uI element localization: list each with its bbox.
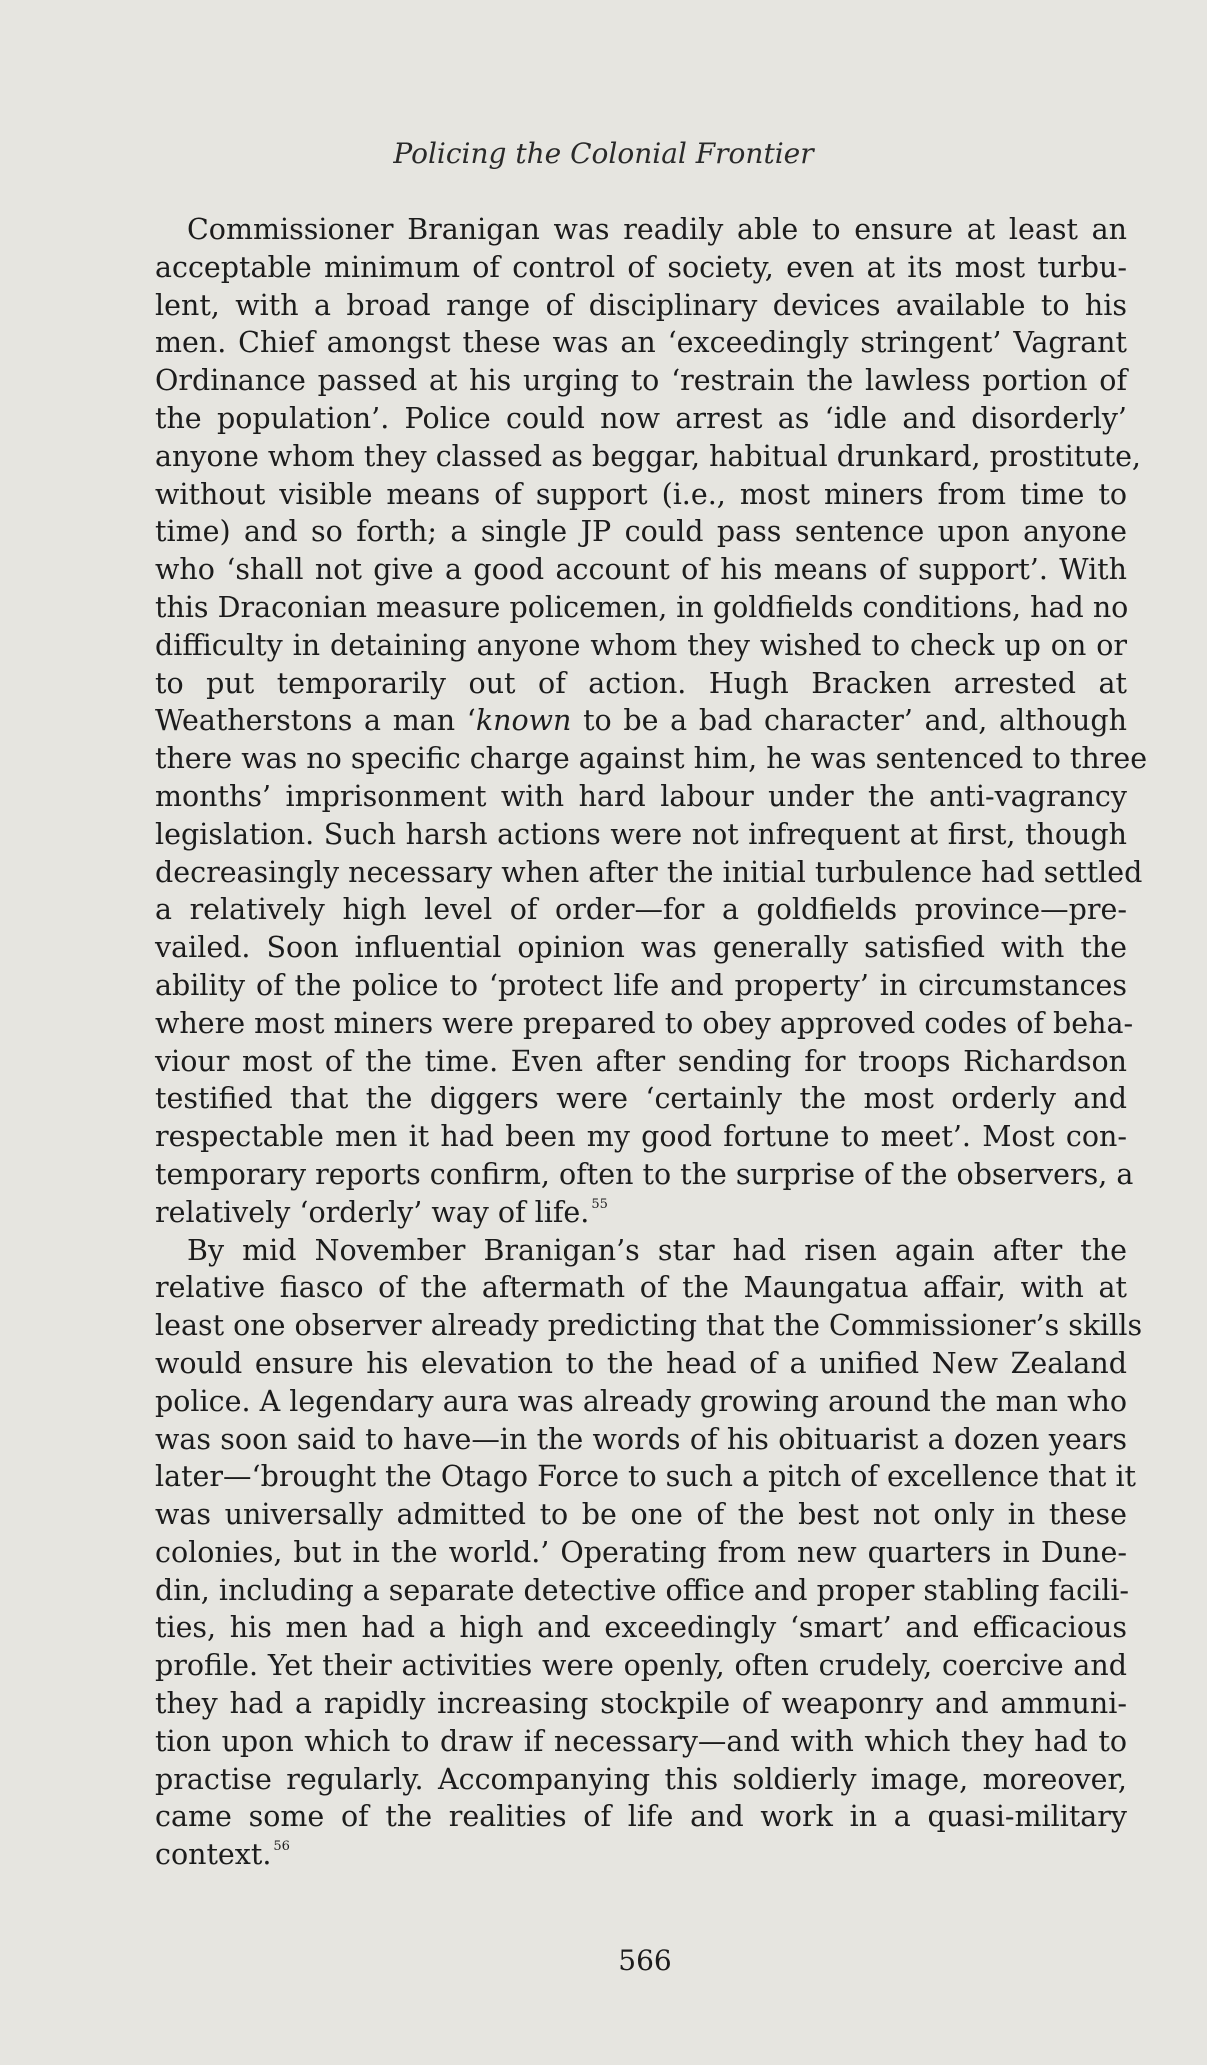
text-line: colonies, but in the world.’ Operating from new quarters in Dune-	[155, 1535, 1127, 1569]
paragraph-1	[155, 211, 1148, 1232]
text-line: was universally admitted to be one of the best not only in these	[155, 1498, 1127, 1532]
text-line: acceptable minimum of control of society, even at its most turbu-	[155, 250, 1127, 284]
paragraph-2	[155, 1232, 1143, 1875]
text-segment: Weatherstons a man ‘	[155, 704, 476, 738]
text-line: din, including a separate detective office and proper stabling facili-	[155, 1573, 1130, 1607]
text-line-final	[155, 1836, 1127, 1874]
text-line: ties, his men had a high and exceedingly ‘smart’ and efficacious	[155, 1611, 1127, 1645]
text-line: to put temporarily out of action. Hugh Bracken arrested at	[155, 666, 1127, 700]
text-line: later—‘brought the Otago Force to such a pitch of excellence that it	[155, 1460, 1137, 1494]
page-number: 566	[618, 1944, 672, 1977]
text-line: they had a rapidly increasing stockpile of weaponry and ammuni-	[155, 1687, 1127, 1721]
text-line: where most miners were prepared to obey approved codes of beha-	[155, 1006, 1134, 1040]
text-line: months’ imprisonment with hard labour under the anti-vagrancy	[155, 779, 1127, 813]
text-line: relative fiasco of the aftermath of the Maungatua affair, with at	[155, 1271, 1127, 1305]
text-line: Ordinance passed at his urging to ‘restrain the lawless portion of	[155, 364, 1127, 398]
italic-word: known	[475, 704, 572, 738]
text-line: vailed. Soon influential opinion was generally satisfied with the	[155, 931, 1127, 965]
text-line: difficulty in detaining anyone whom they wished to check up on or	[155, 628, 1127, 662]
text-line: legislation. Such harsh actions were not infrequent at first, though	[155, 817, 1127, 851]
text-segment: relatively ‘orderly’ way of life.	[155, 1195, 590, 1229]
text-line: the population’. Police could now arrest as ‘idle and disorderly’	[155, 401, 1127, 435]
text-line: who ‘shall not give a good account of his means of support’. With	[155, 553, 1127, 587]
text-line: was soon said to have—in the words of his obituarist a dozen years	[155, 1422, 1127, 1456]
text-line-final	[155, 1194, 1127, 1232]
text-line: respectable men it had been my good fortune to meet’. Most con-	[155, 1120, 1127, 1154]
text-line: By mid November Branigan’s star had risen again after the	[187, 1233, 1127, 1267]
text-line: would ensure his elevation to the head of a unified New Zealand	[155, 1346, 1127, 1380]
text-segment: to be a bad character’ and, although	[571, 704, 1127, 738]
text-line: lent, with a broad range of disciplinary devices available to his	[155, 288, 1127, 322]
text-line-with-italic	[155, 702, 1127, 740]
text-line: tion upon which to draw if necessary—and with which they had to	[155, 1724, 1127, 1758]
text-line: temporary reports confirm, often to the surprise of the observers, a	[155, 1157, 1134, 1191]
text-line: time) and so forth; a single JP could pass sentence upon anyone	[155, 515, 1127, 549]
text-line: profile. Yet their activities were openly, often crudely, coercive and	[155, 1649, 1127, 1683]
text-line: police. A legendary aura was already growing around the man who	[155, 1384, 1127, 1418]
text-line: a relatively high level of order—for a goldfields province—pre-	[155, 893, 1127, 927]
text-line: testified that the diggers were ‘certainly the most orderly and	[155, 1082, 1127, 1116]
text-line: practise regularly. Accompanying this soldierly image, moreover,	[155, 1762, 1127, 1796]
text-line: there was no specific charge against him, he was sentenced to three	[155, 742, 1148, 776]
body-text	[155, 211, 1148, 1874]
text-line: ability of the police to ‘protect life and property’ in circumstances	[155, 968, 1127, 1002]
footnote-marker: 55	[591, 1196, 608, 1212]
text-segment: context.	[155, 1838, 272, 1872]
text-line: this Draconian measure policemen, in goldfields conditions, had no	[155, 590, 1129, 624]
text-line: men. Chief amongst these was an ‘exceedingly stringent’ Vagrant	[155, 326, 1127, 360]
text-line: came some of the realities of life and work in a quasi-military	[155, 1800, 1127, 1834]
text-line: viour most of the time. Even after sending for troops Richardson	[155, 1044, 1127, 1078]
text-line: Commissioner Branigan was readily able to ensure at least an	[187, 213, 1127, 246]
footnote-marker: 56	[273, 1839, 290, 1855]
text-line: without visible means of support (i.e., most miners from time to	[155, 477, 1127, 511]
text-line: anyone whom they classed as beggar, habitual drunkard, prostitute,	[155, 439, 1141, 473]
running-header: Policing the Colonial Frontier	[393, 137, 814, 170]
text-line: decreasingly necessary when after the initial turbulence had settled	[155, 855, 1143, 889]
text-line: least one observer already predicting that the Commissioner’s skills	[155, 1309, 1143, 1343]
